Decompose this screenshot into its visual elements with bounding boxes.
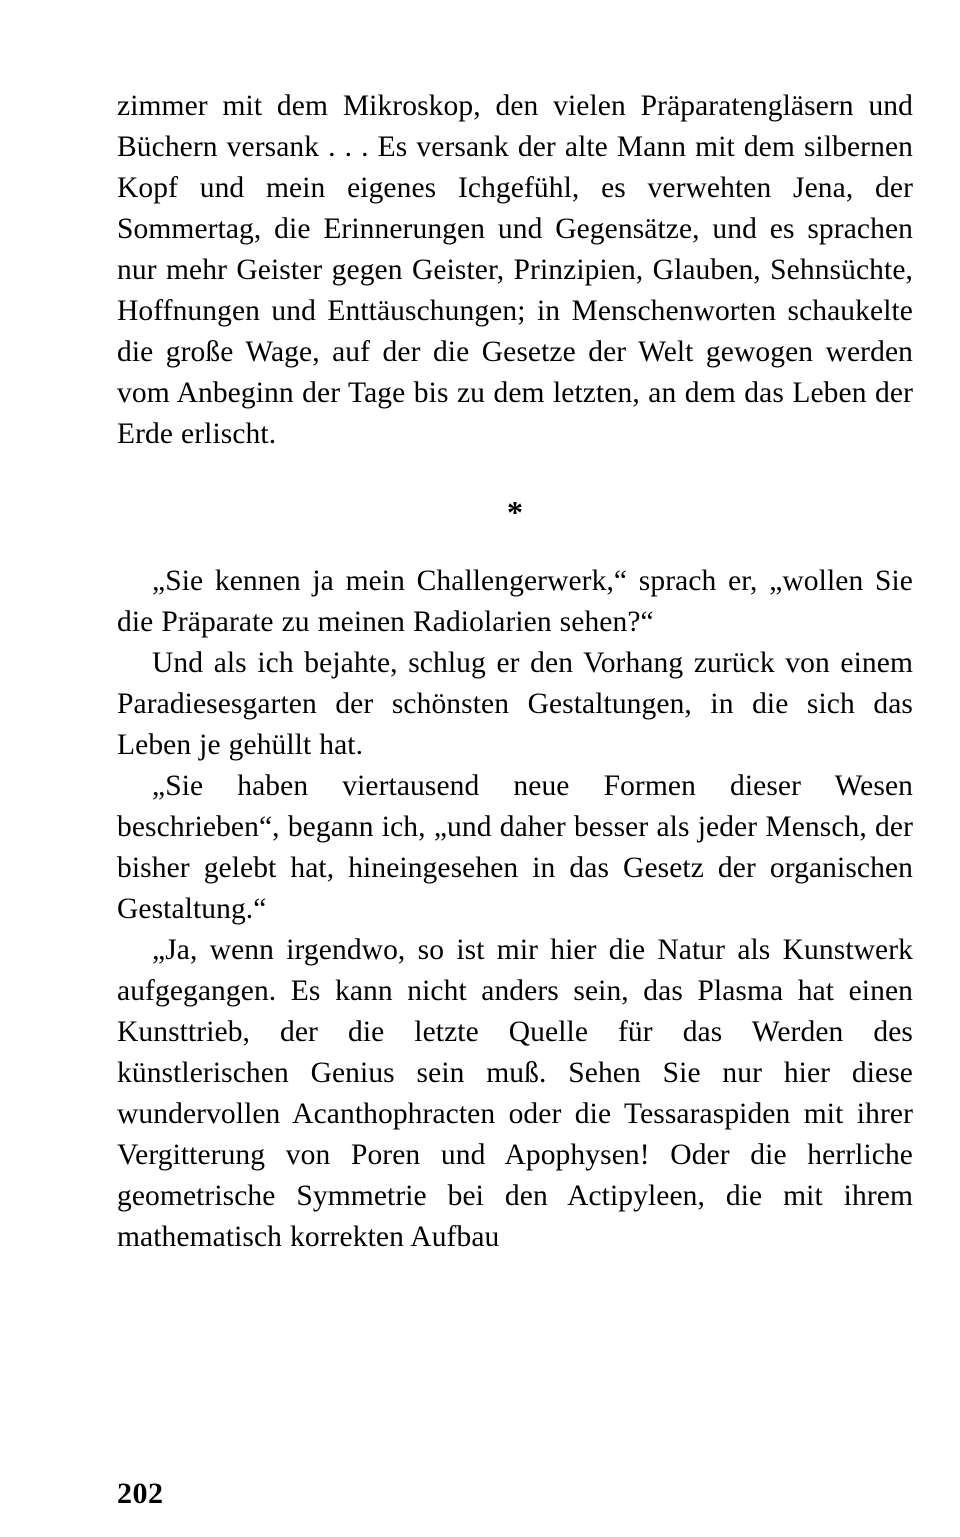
paragraph-4: „Ja, wenn irgendwo, so ist mir hier die Natur als Kunstwerk aufgegangen. Es kann nicht anders sein, das Plasma hat einen Kunsttrieb, der die letzte Quelle für das Werden des künstlerischen Genius sein muß. Sehen Sie nur hier diese wundervollen Acanthophracten oder die Tessaraspiden mit ihrer Vergitterung von Poren und Apophysen! Oder die herrliche geometrische Symmetrie bei den Actipyleen, die mit ihrem mathematisch korrekten Aufbau xyxy=(117,934,913,1253)
paragraph-1: „Sie kennen ja mein Challengerwerk,“ sprach er, „wollen Sie die Präparate zu meinen Radiolarien sehen?“ xyxy=(117,565,913,638)
asterisk-icon: * xyxy=(507,494,523,530)
paragraph-continued: zimmer mit dem Mikroskop, den vielen Präparatengläsern und Büchern versank . . . Es versank der alte Mann mit dem silbernen Kopf und mein eigenes Ichgefühl, es verwehten Jena, der Sommertag, die Erinnerungen und Gegensätze, und es sprachen nur mehr Geister gegen Geister, Prinzipien, Glauben, Sehnsüchte, Hoffnungen und Enttäuschungen; in Menschenworten schaukelte die große Wage, auf der die Gesetze der Welt gewogen werden vom Anbeginn der Tage bis zu dem letzten, an dem das Leben der Erde erlischt. xyxy=(117,90,913,450)
text-block xyxy=(117,86,913,1258)
paragraph-3: „Sie haben viertausend neue Formen dieser Wesen beschrieben“, begann ich, „und daher besser als jeder Mensch, der bisher gelebt hat, hineingesehen in das Gesetz der organischen Gestaltung.“ xyxy=(117,770,913,925)
paragraph-2: Und als ich bejahte, schlug er den Vorhang zurück von einem Paradiesesgarten der schönsten Gestaltungen, in die sich das Leben je gehüllt hat. xyxy=(117,647,913,761)
page-number: 202 xyxy=(117,1477,164,1510)
section-separator xyxy=(117,455,913,561)
